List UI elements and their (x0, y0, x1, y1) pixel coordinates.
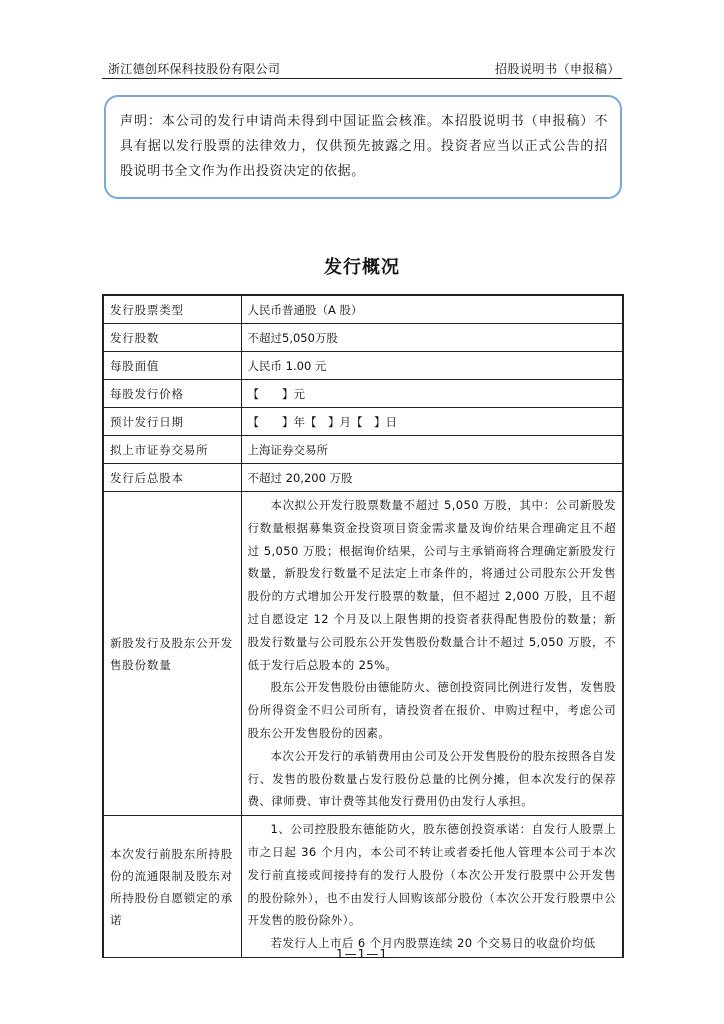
table-row (103, 324, 623, 352)
row-value: 【 】年【 】月【 】日 (241, 408, 623, 436)
table-row (103, 295, 623, 324)
paragraph: 若发行人上市后 6 个月内股票连续 20 个交易日的收盘价均低 (270, 936, 596, 951)
disclaimer-notice-box (104, 95, 622, 199)
row-value: 不超过5,050万股 (241, 324, 623, 352)
table-row (103, 408, 623, 436)
row-label: 每股面值 (103, 352, 241, 380)
row-label: 发行后总股本 (103, 464, 241, 492)
paragraph: 股东公开发售股份由德能防火、德创投资同比例进行发售，发售股份所得资金不归公司所有，请投资者在报价、申购过程中，考虑公司股东公开发售股份的因素。 (247, 680, 616, 740)
new-shares-label: 新股发行及股东公开发售股份数量 (103, 492, 241, 816)
row-value: 人民币普通股（A 股） (241, 295, 623, 324)
row-value: 上海证券交易所 (241, 436, 623, 464)
header-divider (102, 78, 622, 79)
paragraph: 本次拟公开发行股票数量不超过 5,050 万股，其中：公司新股发行数量根据募集资金投资项目资金需求量及询价结果合理确定且不超过 5,050 万股；根据询价结果，公司与主承销商将合理确定新股发行数量，新股发行数量不足法定上市条件的，将通过公司股东公开发售股份的方式增加公开发行股票的数量，但不超过 2,000 万股，且不超过自愿设定 12 个月及以上限售期的投资者获得配售股份的数量；新股发行数量与公司股东公开发售股份数量合计不超过 5,050 万股，不低于发行后总股本的 25%。 (247, 498, 616, 672)
table-row (103, 380, 623, 408)
row-label: 发行股票类型 (103, 295, 241, 324)
row-label: 预计发行日期 (103, 408, 241, 436)
section-title: 发行概况 (324, 257, 400, 278)
header-document-title: 招股说明书（申报稿） (494, 62, 620, 76)
table-row (103, 816, 623, 958)
disclaimer-text: 声明：本公司的发行申请尚未得到中国证监会核准。本招股说明书（申报稿）不具有据以发行股票的法律效力，仅供预先披露之用。投资者应当以正式公告的招股说明书全文作为作出投资决定的依据。 (120, 114, 608, 179)
header-company-name: 浙江德创环保科技股份有限公司 (108, 62, 281, 76)
row-value: 【 】元 (241, 380, 623, 408)
table-row (103, 436, 623, 464)
row-label: 拟上市证券交易所 (103, 436, 241, 464)
row-value: 人民币 1.00 元 (241, 352, 623, 380)
row-label: 发行股数 (103, 324, 241, 352)
paragraph: 本次公开发行的承销费用由公司及公开发售股份的股东按照各自发行、发售的股份数量占发行股份总量的比例分摊，但本次发行的保荐费、律师费、审计费等其他发行费用仍由发行人承担。 (247, 748, 616, 809)
row-value: 不超过 20,200 万股 (241, 464, 623, 492)
issuance-overview-table (102, 294, 624, 958)
row-label: 每股发行价格 (103, 380, 241, 408)
table-row (103, 464, 623, 492)
table-row (103, 352, 623, 380)
table-row (103, 492, 623, 816)
new-shares-content (241, 492, 623, 816)
page-number: 1—1—1 (336, 947, 388, 961)
lockup-content (241, 816, 623, 958)
paragraph: 1、公司控股股东德能防火，股东德创投资承诺：自发行人股票上市之日起 36 个月内，本公司不转让或者委托他人管理本公司于本次发行前直接或间接持有的发行人股份（本次公开发行股票中公开发售的股份除外），也不由发行人回购该部分股份（本次公开发行股票中公开发售的股份除外）。 (247, 822, 616, 928)
lockup-label: 本次发行前股东所持股份的流通限制及股东对所持股份自愿锁定的承诺 (103, 816, 241, 958)
